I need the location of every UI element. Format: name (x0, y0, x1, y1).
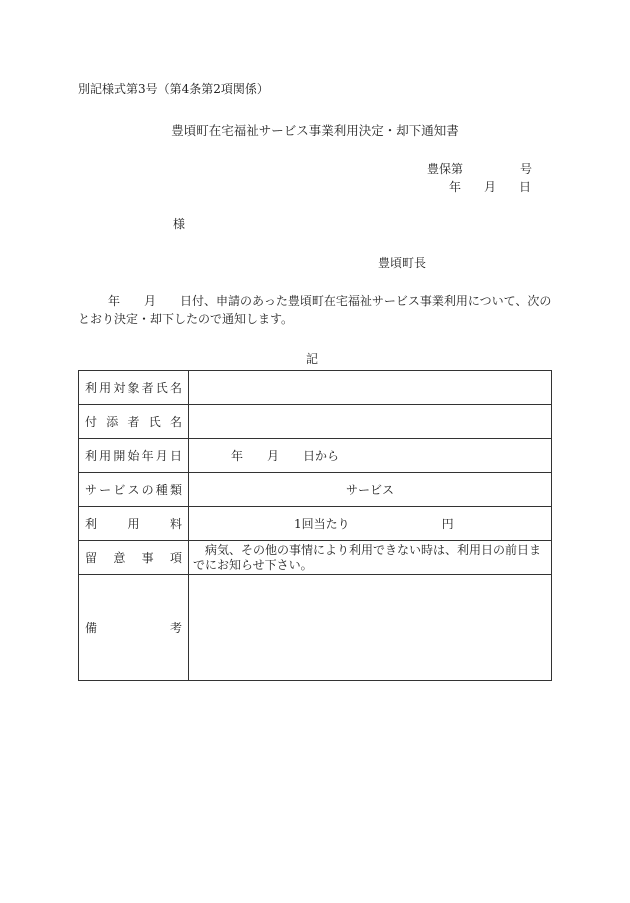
issuer: 豊頃町長 (378, 256, 427, 270)
body-text: 日付、申請のあった豊頃町在宅福祉サービス事業利用について、次のとおり決定・却下したので通知します。 (78, 294, 552, 326)
row-label-remarks: 備 考 (79, 575, 189, 681)
remarks-field[interactable] (189, 575, 552, 681)
ki-heading: 記 (306, 352, 319, 366)
table-row (79, 439, 552, 473)
table-row (79, 541, 552, 575)
date-year: 年 (449, 180, 462, 194)
table-row (79, 371, 552, 405)
row-label-notes: 留 意 事 項 (79, 541, 189, 575)
user-name-field[interactable] (189, 371, 552, 405)
attendant-name-field[interactable] (189, 405, 552, 439)
table-row (79, 473, 552, 507)
start-date-field[interactable]: 年 月 日から (189, 439, 552, 473)
row-label-user-name: 利 用 対 象 者 氏 名 (79, 371, 189, 405)
fee-field[interactable]: 1回当たり 円 (189, 507, 552, 541)
row-label-service-type: サ ー ビ ス の 種 類 (79, 473, 189, 507)
table-row (79, 575, 552, 681)
service-type-field[interactable]: サービス (189, 473, 552, 507)
notice-number-prefix: 豊保第 (427, 162, 464, 176)
document-title: 豊頃町在宅福祉サービス事業利用決定・却下通知書 (171, 123, 459, 138)
body-month: 月 (144, 294, 157, 308)
date-month: 月 (484, 180, 497, 194)
addressee-suffix: 様 (173, 217, 186, 231)
notice-table (78, 370, 552, 681)
notice-number-suffix: 号 (520, 162, 533, 176)
date-day: 日 (519, 180, 532, 194)
table-row (79, 507, 552, 541)
form-reference: 別記様式第3号（第4条第2項関係） (78, 82, 269, 96)
body-year: 年 (108, 294, 121, 308)
notice-body (78, 292, 553, 328)
row-label-attendant-name: 付 添 者 氏 名 (79, 405, 189, 439)
notes-text: 病気、その他の事情により利用できない時は、利用日の前日までにお知らせ下さい。 (189, 541, 552, 575)
row-label-fee: 利 用 料 (79, 507, 189, 541)
table-row (79, 405, 552, 439)
row-label-start-date: 利 用 開 始 年 月 日 (79, 439, 189, 473)
